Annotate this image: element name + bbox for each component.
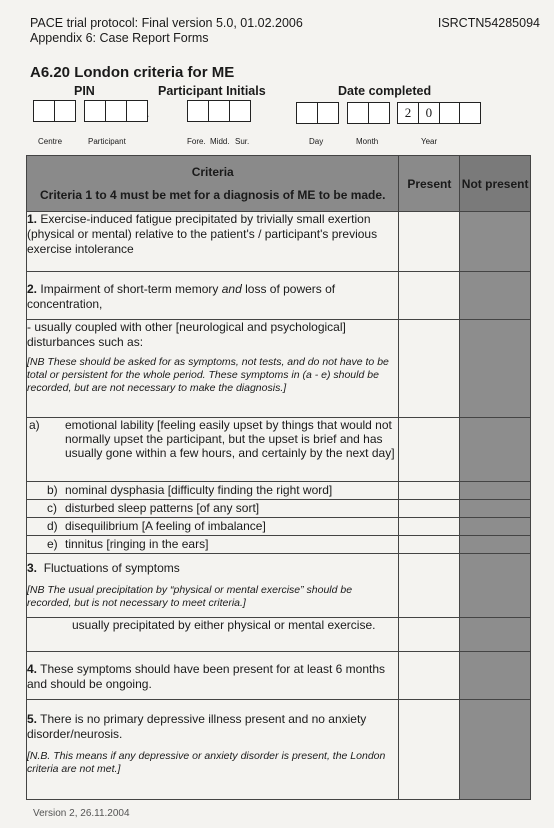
criterion-3b-text: usually precipitated by either physical or mental exercise. — [72, 618, 376, 632]
table-row — [27, 536, 531, 554]
version-footer: Version 2, 26.11.2004 — [33, 808, 130, 819]
criterion-2-text-b: loss of powers of concentration, — [27, 282, 336, 311]
criterion-2-text-a: Impairment of short-term memory — [40, 282, 222, 296]
month-boxes — [347, 102, 389, 124]
present-cell-c[interactable] — [399, 500, 460, 518]
document-header — [30, 16, 303, 46]
table-row — [27, 500, 531, 518]
criterion-3-text: Fluctuations of symptoms — [43, 561, 180, 575]
criterion-2 — [27, 272, 399, 320]
criteria-table — [26, 155, 531, 800]
table-row — [27, 618, 531, 652]
symptom-b — [27, 482, 399, 500]
table-row — [27, 482, 531, 500]
criterion-3-number: 3. — [27, 561, 38, 575]
not-present-cell-5[interactable] — [460, 700, 531, 800]
year-box-4[interactable] — [459, 102, 481, 124]
date-label: Date completed — [338, 84, 432, 98]
symptom-a — [27, 418, 399, 482]
criteria-header-title: Criteria — [191, 164, 234, 179]
centre-boxes — [33, 100, 75, 122]
symptom-c — [27, 500, 399, 518]
present-cell-1[interactable] — [399, 212, 460, 272]
participant-box-1[interactable] — [84, 100, 106, 122]
present-cell-d[interactable] — [399, 518, 460, 536]
table-row — [27, 518, 531, 536]
criterion-1-text: Exercise-induced fatigue precipitated by trivially small exertion (physical or mental) relative to the patient's / participant's previous exercise intolerance — [27, 212, 378, 256]
not-present-cell-b[interactable] — [460, 482, 531, 500]
not-present-cell-d[interactable] — [460, 518, 531, 536]
table-row — [27, 272, 531, 320]
criterion-1 — [27, 212, 399, 272]
criterion-3b — [27, 618, 399, 652]
participant-box-3[interactable] — [126, 100, 148, 122]
symptom-e-text: tinnitus [ringing in the ears] — [65, 537, 209, 551]
symptom-b-label: b) — [47, 483, 58, 497]
symptom-d-text: disequilibrium [A feeling of imbalance] — [65, 519, 266, 533]
initials-boxes — [187, 100, 249, 122]
table-row — [27, 652, 531, 700]
symptom-d-label: d) — [47, 519, 58, 533]
criterion-2-and: and — [221, 282, 242, 296]
table-row — [27, 554, 531, 618]
criterion-5-number: 5. — [27, 712, 38, 726]
participant-caption: Participant — [88, 137, 126, 146]
not-present-cell-4[interactable] — [460, 652, 531, 700]
symptom-e — [27, 536, 399, 554]
table-row — [27, 700, 531, 800]
present-cell-b[interactable] — [399, 482, 460, 500]
day-caption: Day — [309, 137, 324, 146]
present-cell-a[interactable] — [399, 418, 460, 482]
not-present-cell-1[interactable] — [460, 212, 531, 272]
criterion-3 — [27, 554, 399, 618]
criterion-4-text: These symptoms should have been present for at least 6 months and should be ongoing. — [27, 662, 385, 691]
separator-dot: . — [146, 106, 150, 120]
criteria-header — [27, 156, 399, 212]
year-box-2: 0 — [418, 102, 440, 124]
pin-label: PIN — [74, 84, 95, 98]
symptom-b-text: nominal dysphasia [difficulty finding the right word] — [65, 483, 333, 497]
section-title: A6.20 London criteria for ME — [30, 64, 235, 81]
year-caption: Year — [421, 137, 438, 146]
participant-boxes — [84, 100, 146, 122]
table-row — [27, 320, 531, 418]
not-present-header: Not present — [460, 156, 531, 212]
protocol-line: PACE trial protocol: Final version 5.0, 01.02.2006 — [30, 16, 303, 30]
day-boxes — [296, 102, 338, 124]
not-present-cell-3b[interactable] — [460, 618, 531, 652]
appendix-line: Appendix 6: Case Report Forms — [30, 31, 209, 45]
centre-box-2[interactable] — [54, 100, 76, 122]
criterion-2b-text: - usually coupled with other [neurological and psychological] disturbances such as: — [27, 320, 346, 349]
present-cell-2b[interactable] — [399, 320, 460, 418]
present-cell-2[interactable] — [399, 272, 460, 320]
initial-sur-box[interactable] — [229, 100, 251, 122]
month-box-1[interactable] — [347, 102, 369, 124]
criterion-4-number: 4. — [27, 662, 38, 676]
midd-caption: Midd. — [210, 137, 230, 146]
present-cell-3b[interactable] — [399, 618, 460, 652]
criterion-1-number: 1. — [27, 212, 38, 226]
month-box-2[interactable] — [368, 102, 390, 124]
day-box-2[interactable] — [317, 102, 339, 124]
not-present-cell-3[interactable] — [460, 554, 531, 618]
symptom-a-label: a) — [29, 418, 40, 432]
criterion-2b-note: [NB These should be asked for as symptoms, not tests, and do not have to be total or persistent for the whole period. These symptoms in (a - e) should be recorded, but are not necessary to make the diagnosis.] — [27, 356, 389, 394]
criterion-2b — [27, 320, 399, 418]
criteria-header-subtitle: Criteria 1 to 4 must be met for a diagnosis of ME to be made. — [40, 187, 386, 202]
criterion-2-number: 2. — [27, 282, 38, 296]
symptom-d — [27, 518, 399, 536]
year-box-1: 2 — [397, 102, 419, 124]
day-box-1[interactable] — [296, 102, 318, 124]
not-present-cell-2b[interactable] — [460, 320, 531, 418]
present-cell-3[interactable] — [399, 554, 460, 618]
fore-caption: Fore. — [187, 137, 206, 146]
criterion-3-note: [NB The usual precipitation by “physical or mental exercise” should be recorded, but is not necessary to meet criteria.] — [27, 584, 353, 609]
symptom-c-label: c) — [47, 501, 57, 515]
centre-caption: Centre — [38, 137, 63, 146]
month-caption: Month — [356, 137, 379, 146]
criterion-5 — [27, 700, 399, 800]
participant-box-2[interactable] — [105, 100, 127, 122]
initials-label: Participant Initials — [158, 84, 266, 98]
isrctn-number: ISRCTN54285094 — [437, 16, 540, 30]
criterion-4 — [27, 652, 399, 700]
not-present-cell-a[interactable] — [460, 418, 531, 482]
criterion-5-text: There is no primary depressive illness present and no anxiety disorder/neurosis. — [27, 712, 367, 741]
table-header-row — [27, 156, 531, 212]
table-row — [27, 212, 531, 272]
centre-box-1[interactable] — [33, 100, 55, 122]
not-present-cell-e[interactable] — [460, 536, 531, 554]
not-present-cell-c[interactable] — [460, 500, 531, 518]
initial-fore-box[interactable] — [187, 100, 209, 122]
symptom-a-text: emotional lability [feeling easily upset by things that would not normally upset the participant, but the upset is brief and has usually gone within a few hours, and certainly by the next day] — [65, 418, 395, 460]
initial-midd-box[interactable] — [208, 100, 230, 122]
present-cell-4[interactable] — [399, 652, 460, 700]
symptom-c-text: disturbed sleep patterns [of any sort] — [65, 501, 260, 515]
criterion-5-note: [N.B. This means if any depressive or anxiety disorder is present, the London criteria are not met.] — [27, 750, 386, 775]
not-present-cell-2[interactable] — [460, 272, 531, 320]
present-cell-e[interactable] — [399, 536, 460, 554]
year-boxes — [397, 102, 480, 124]
present-cell-5[interactable] — [399, 700, 460, 800]
present-header: Present — [399, 156, 460, 212]
table-row — [27, 418, 531, 482]
year-box-3[interactable] — [439, 102, 461, 124]
sur-caption: Sur. — [235, 137, 250, 146]
symptom-e-label: e) — [47, 537, 58, 551]
